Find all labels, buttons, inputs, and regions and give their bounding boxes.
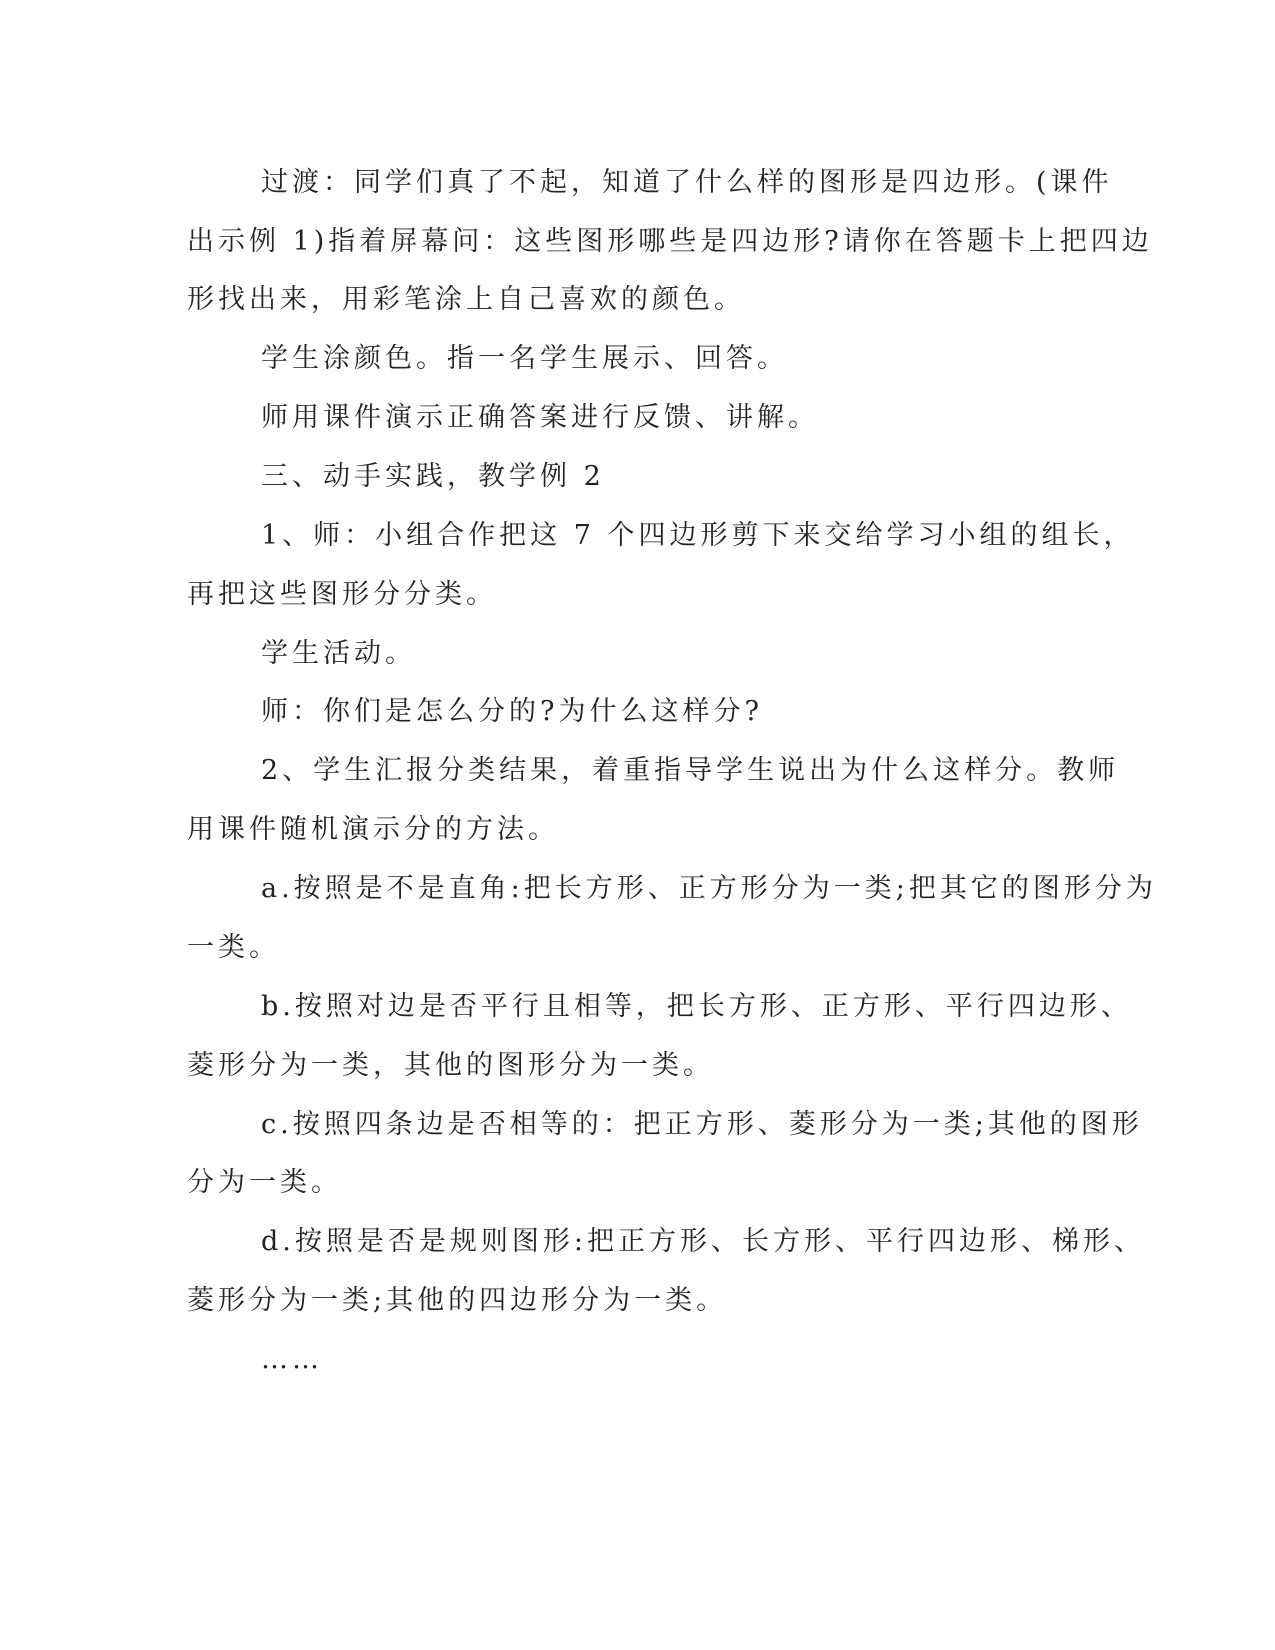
paragraph-line: 形找出来，用彩笔涂上自己喜欢的颜色。 [187,284,745,315]
paragraph-line: 分为一类。 [187,1167,342,1198]
paragraph-line: b.按照对边是否平行且相等，把长方形、正方形、平行四边形、 [261,991,1132,1022]
paragraph-line: 过渡：同学们真了不起，知道了什么样的图形是四边形。(课件 [261,167,1113,198]
paragraph-line: 一类。 [187,932,280,963]
paragraph-line: 再把这些图形分分类。 [187,579,497,610]
paragraph-line: a.按照是不是直角:把长方形、正方形分为一类;把其它的图形分为 [261,873,1157,904]
section-heading: 三、动手实践，教学例 2 [261,461,605,492]
paragraph-line: 师：你们是怎么分的?为什么这样分? [261,696,763,727]
paragraph-line: 学生活动。 [261,638,416,669]
paragraph-line: 出示例 1)指着屏幕问：这些图形哪些是四边形?请你在答题卡上把四边 [187,226,1153,257]
paragraph-line: 菱形分为一类;其他的四边形分为一类。 [187,1285,728,1316]
paragraph-line: 菱形分为一类，其他的图形分为一类。 [187,1050,714,1081]
paragraph-line: 学生涂颜色。指一名学生展示、回答。 [261,343,788,374]
paragraph-line: d.按照是否是规则图形:把正方形、长方形、平行四边形、梯形、 [261,1226,1145,1257]
paragraph-line: 用课件随机演示分的方法。 [187,814,559,845]
paragraph-line: 2、学生汇报分类结果，着重指导学生说出为什么这样分。教师 [261,755,1120,786]
paragraph-line: c.按照四条边是否相等的：把正方形、菱形分为一类;其他的图形 [261,1109,1143,1140]
paragraph-line: 1、师：小组合作把这 7 个四边形剪下来交给学习小组的组长， [261,520,1135,551]
paragraph-line: 师用课件演示正确答案进行反馈、讲解。 [261,402,819,433]
ellipsis-line: …… [261,1344,323,1375]
